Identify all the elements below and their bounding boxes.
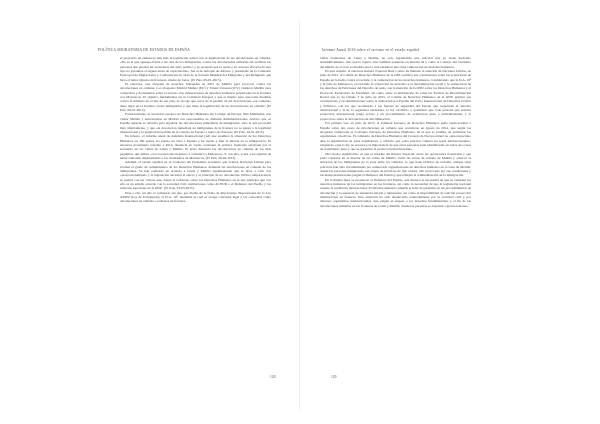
paragraph: En febrero, el informe anual de Amnistía Internacional (AI) que examina la situación de los Derechos Humanos en 160 países, ha puesto en vista a España y ha vuelto a fijar la mirada en la inmigración. El entonces documento referido a 2014, denuncia en varias ocasiones la política fronteriza aprobada por el Gobierno en las vallas de Ceuta y Melilla. El texto denuncia las devoluciones en caliente de los más pequeños, que utiliza «con excepciones ilegales» y comunica a Marruecos. Y, con ello, acusa a los agentes de haber sometido impunemente a los ciudadanos de Marruecos. (El País, 26-02-2015). [120,134,271,160]
running-head-right: Informe Anual 2016 sobre el racismo en el estado español [322,48,420,52]
paragraph: Otro hecho significativo es que el informe del Relator Especial, sobre las operaciones fronterizas y que pudo constatar en el interior de las vallas de Melilla, visitó las zonas de vallado de Melilla y observó la situación de los inmigrantes de la zona entre los vallados, lo que tiene indicios de racismo, aunque tales prácticas han sido documentadas por numerosas organizaciones de derechos humanos en la zona de Melilla, donde las personas inmigrantes son objeto de prácticas de tipo racista, ello provocado por sus condiciones y las malas instalaciones (según el Defensor del Pueblo), que reflejan la criminalización de la inmigración. [320,151,471,178]
paragraph: Pese a ello, un año el comisario sin que, por medio de la firma de importantes disposiciones de la Ley 4/2000 (Ley de Extranjería), la D.A. 10ª, mediante la cual se otorga cobertura legal a las conocidas como devoluciones en caliente o rechazos en frontera. [120,190,271,204]
body-text-right [320,56,471,386]
page-number-left: 128 [270,375,276,379]
paragraph: vallas fronterizas de Ceuta y Melilla, no solo legalizando una práctica que ya viene haciendo sistemáticamente, sino que lo regula, sino también poniendo en marcha tal y como el Consejo del Gobierno del ámbito de acción, la medida que la cual establece una clara vulneración de derechos humanos. [320,56,471,69]
right-page [300,0,600,424]
body-text-left [120,56,271,386]
page-number-right: 129 [331,375,337,379]
paragraph: El entonces, una abogada de derechos trabajadas en 2015 de Melilla para provocar contra las devoluciones en caliente. Los abogados Madrid Muñoz (EU) y Ernest Urtasun (ICV) visitaron Melilla para comprobar y documentar sobre el terreno «las vulneraciones de derechos humanos perpetradas en la frontera con Marruecos. El objetivo fundamental era la Comisión Europea y que el mismo paso que tome medidas contra el ministro en el Sur de ese país, se recoge que cerca de la gestión de las devoluciones «en caliente» tiene lugar en la frontera contra inmigrantes y que tiene la legalización de las devoluciones en caliente. (El País, 09-01-2015). [120,82,271,113]
paragraph: En la misma línea se pronunció el Defensor del Pueblo, que destacó la necesidad de que se cumplan los derechos humanos de los inmigrantes en las fronteras, así como la necesidad de que la legislación nacional respete la normativa internacional. El informe denuncia además la falta de garantías en los procedimientos de devolución y la ausencia de asistencia letrada e intérpretes, así como la imposibilidad de solicitar protección internacional en frontera. Esta situación ha sido denunciada reiteradamente por la sociedad civil y por diversos organismos internacionales, que exigen el respeto a los derechos fundamentales y el fin de las devoluciones sumarias en las fronteras de Ceuta y Melilla, donde las personas se exponen a graves lesiones. [320,177,471,208]
paragraph: Posteriormente, el secretario europeo de Derechos Humanos del Consejo de Europa, Nils Muižnieks, tras visitar Melilla y entrevistarse en Madrid con responsables de distintas Administraciones, declaró que «a España aprueba la reforma para legalizar las devoluciones inmediatas de inmigrantes, sino la que proceden muy ampliamente, y que «la devolución inmediata de inmigrantes de la frontera no se ajusta a la legalidad internacional y la legislación prohíbe en el consejo de Europa 1 nuevo de Europa» (El País, 16-01-2015). [120,112,271,134]
paragraph: el propósito de endurecer aún más la legislación actual con la legalización de las devoluciones en caliente. «No es el que agazapa frente a las olas de los inmigrantes, contra las devoluciones sumarias sin verificar las personas que pueden ser acreedoras del asilo político y se recuerda que la razón y su correcta eficacia de este tipo no garantiza si siguen antes de capacitación», fue el de enfoque de Alfonso y presidente de la Comisión Episcopal de Migraciones y Conferencias en otras de la Jornada Mundial del Emigrante y del Refugiado que lleva el lema: Iglesia sin fronteras, madre de todos. (El País, 09-01-2015). [120,56,271,82]
paragraph: Por primera vez, en julio de 2015, el Tribunal Europeo de Derechos Humanos pidió explicaciones a España sobre dos casos de devoluciones en caliente que ocurrieron en agosto de 2014, que según los abogados vulneraron el Convenio Europeo de Derechos Humanos, en el que se prohíbe en particular las expulsiones colectivas. El comisario de Derechos Humanos del Consejo de Europa reiteró su «preocupación» ante la legalización de estas expulsiones, y advirtió que «esta práctica vulnera las leyes internacionales», exigiendo «que la ley no reconoce la importancia de que estas personas sean identificadas en todos sus casos de tratamiento justo y que se garantice la protección internacional». [320,121,471,152]
paragraph: Además, el estado español en el Gobierno del Presidente Gobierno que avaluar Naciones Unidas para evaluar el grado de cumplimiento de los Derechos Humanos, defiende las devoluciones en caliente de los inmigrantes. Se han realizado un acuerdo a Ceuta y Melilla argumentando que se lleva a cabo con «proporcionalidad» y la legislación nacional al efecto y al principio de no devolución. Dicha comparecencia se realiza con las criticas que, frente el Gobierno sobre los Derechos Humanos en el que participa que con ello es un amplio acuerdo con la sociedad civil, instituciones como ACNUR o el Defensor del Pueblo y los relatores especiales de la ONU. (El País, 23-03-2015). [120,160,271,191]
running-head-left: POLÍTICA MIGRATORIA DE ESTADOS DE ESPAÑA [98,48,191,52]
paragraph: En este sentido, el entonces Relator Especial Ruiz Cotino ha llamado la atención de Naciones Unidos, en julio de 2015, al Comité de Derechos Humanos de la ONU publicó sus conclusiones sobre las actuaciones de España en la lucha contra el racismo y la vulneración de los derechos humanos, considerando que la D.A. 10ª y la falta de Marruecos, recordando la valoración de derechos y la discriminación racial y la vulneración de los derechos de Peticiones del Derecho de asilo, con la mención de la ONU sobre los Derechos Humanos y el Protocolo Facultativo de Estambul, así como sobre la eliminación de todas las Formas de Discriminación Racial que ya ha fallado 3 de julio de 2015, el Comité de Derechos Humanos de la ONU publicó sus conclusiones y recomendaciones sobre la aplicación por España del Pacto Internacional de Derechos Civiles y Políticos, con las que recomendó a las fuerzas de seguridad del Estado que respetaran el derecho internacional y la de la seguridad ciudadana, la ley «4/2015» y garantizar que toda persona que solicite protección internacional tenga acceso a un procedimiento de evaluación justo e individualizado y la protección contra la devolución sin discriminación. [320,69,471,121]
